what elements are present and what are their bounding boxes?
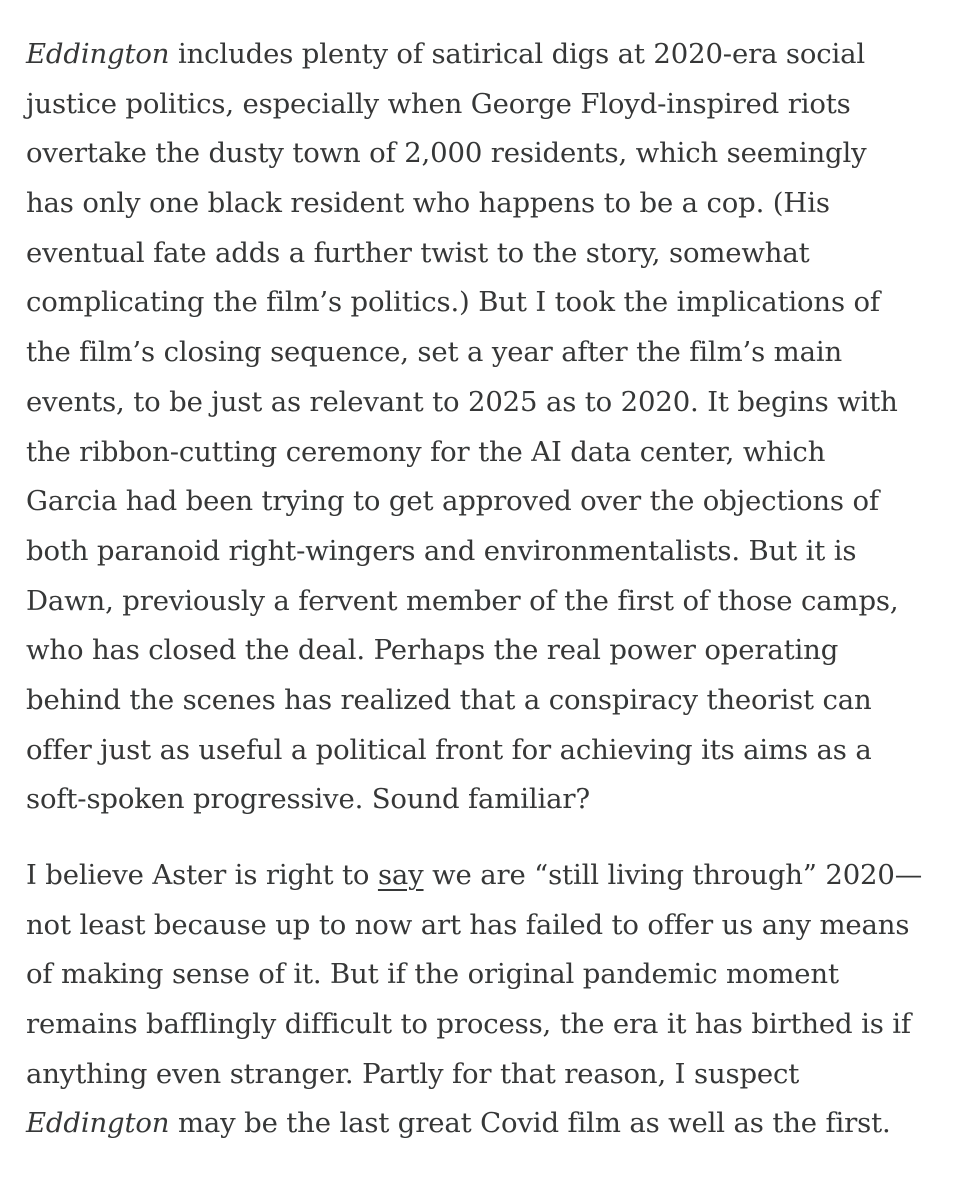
film-title-italic: Eddington: [26, 1107, 170, 1140]
film-title-italic: Eddington: [26, 38, 170, 70]
text-line: the ribbon-cutting ceremony for the AI data center, which: [26, 435, 826, 468]
text-line: eventual fate adds a further twist to the story, somewhat: [26, 236, 810, 269]
text-line: soft-spoken progressive. Sound familiar?: [26, 783, 590, 816]
text-line: not least because up to now art has failed to offer us any means: [26, 908, 910, 941]
text-line: both paranoid right-wingers and environmentalists. But it is: [26, 534, 857, 567]
say-link[interactable]: say: [377, 859, 424, 891]
text-line: events, to be just as relevant to 2025 as to 2020. It begins with: [26, 385, 898, 418]
article-body: [26, 30, 951, 1149]
text-line: anything even stranger. Partly for that reason, I suspect: [26, 1057, 800, 1090]
text-line: Eddington includes plenty of satirical digs at 2020-era social: [26, 38, 866, 70]
text-line: justice politics, especially when George Floyd-inspired riots: [26, 87, 851, 120]
text-line: behind the scenes has realized that a conspiracy theorist can: [26, 683, 872, 716]
text-line: who has closed the deal. Perhaps the real power operating: [26, 634, 839, 667]
text-line: Eddington may be the last great Covid film as well as the first.: [26, 1107, 891, 1140]
text-line: offer just as useful a political front for achieving its aims as a: [26, 733, 872, 766]
text-line: overtake the dusty town of 2,000 residents, which seemingly: [26, 137, 867, 170]
text-line: Dawn, previously a fervent member of the first of those camps,: [26, 584, 899, 617]
text-line: has only one black resident who happens to be a cop. (His: [26, 187, 830, 220]
text-line: remains bafflingly difficult to process, the era it has birthed is if: [26, 1008, 911, 1041]
paragraph-1: [26, 30, 951, 825]
paragraph-2: [26, 851, 951, 1149]
text-line: I believe Aster is right to say we are “still living through” 2020—: [26, 859, 923, 891]
text-line: complicating the film’s politics.) But I took the implications of: [26, 286, 880, 319]
text-line: of making sense of it. But if the original pandemic moment: [26, 958, 839, 991]
text-line: the film’s closing sequence, set a year after the film’s main: [26, 336, 843, 369]
text-line: Garcia had been trying to get approved over the objections of: [26, 485, 879, 518]
